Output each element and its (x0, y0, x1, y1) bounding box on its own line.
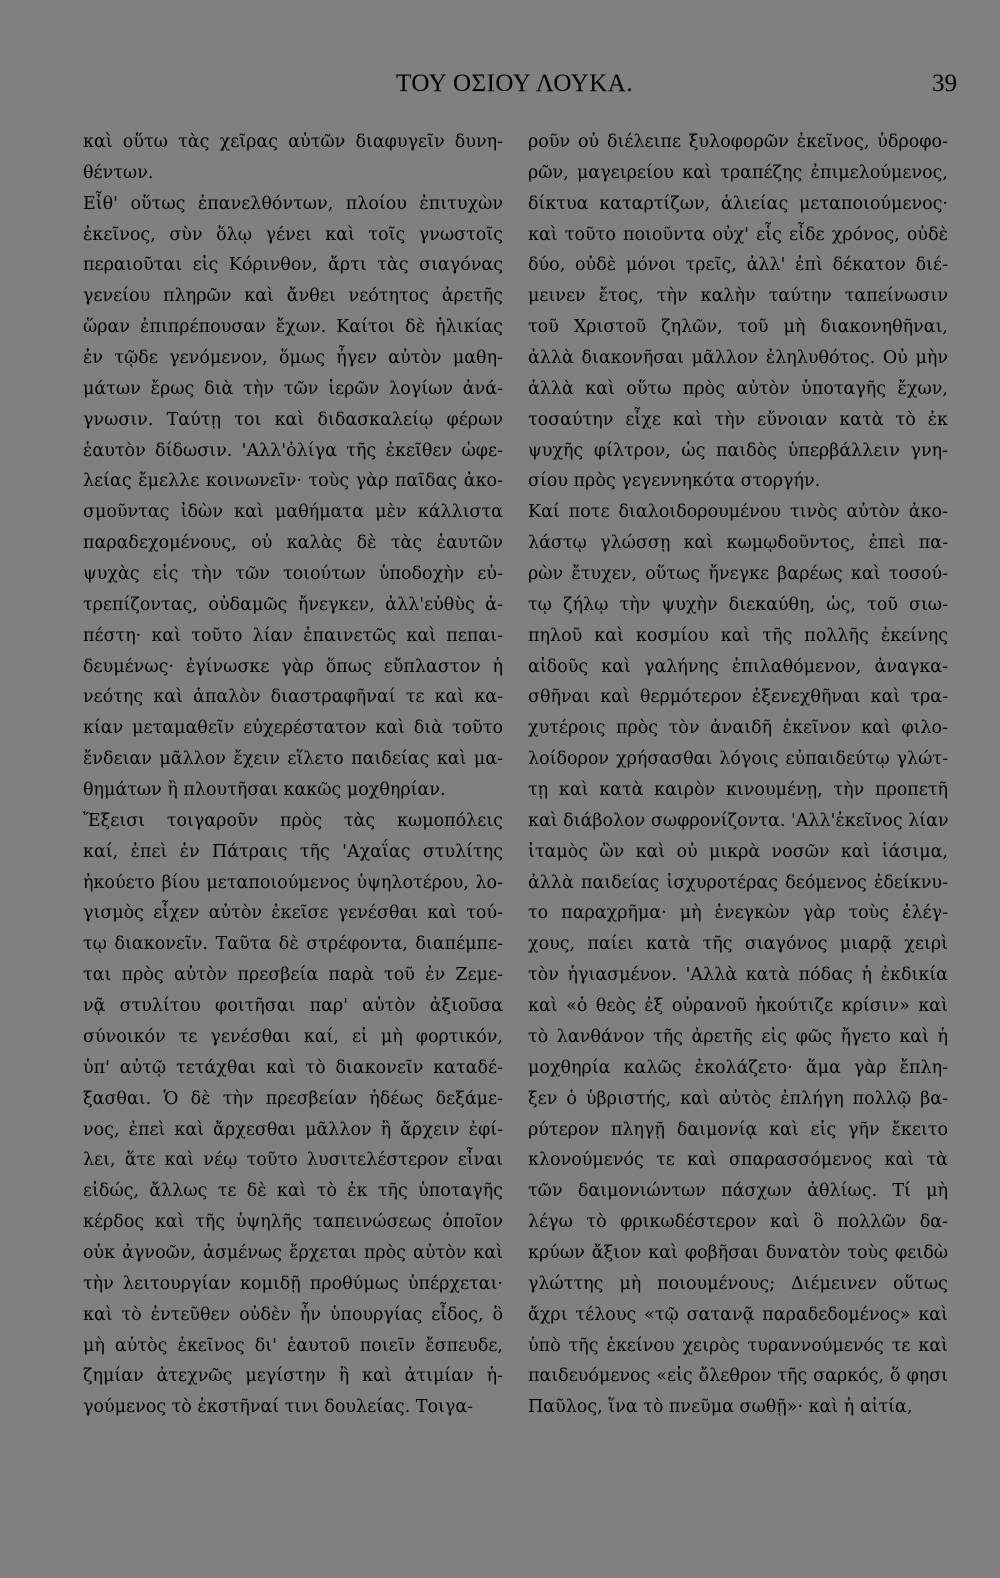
text-line: νος, ἐπεὶ καὶ ἄρχεσθαι μᾶλλον ἢ ἄρχειν ἐφί- (83, 1119, 503, 1140)
text-line: σύνοικόν τε γενέσθαι καί, εἰ μὴ φορτικόν, (83, 1026, 503, 1047)
text-line: νᾷ στυλίτου φοιτῆσαι παρ' αὐτὸν ἀξιοῦσα (83, 996, 503, 1017)
text-line: γνωσιν. Ταύτῃ τοι καὶ διδασκαλείῳ φέρων (83, 409, 503, 430)
text-line: τοῦ Χριστοῦ ζηλῶν, τοῦ μὴ διακονηθῆναι, (528, 317, 948, 338)
text-line: οὐκ ἀγνοῶν, ἀσμένως ἔρχεται πρὸς αὐτὸν καὶ (83, 1242, 503, 1263)
text-line: χυτέροις πρὸς τὸν ἀναιδῆ ἐκεῖνον καὶ φιλο- (528, 718, 948, 739)
text-line: ψυχῆς φίλτρον, ὡς παιδὸς ὑπερβάλλειν γνη- (528, 440, 948, 461)
text-line: τῶν δαιμονιώντων πάσχων ἀθλίως. Τί μὴ (528, 1181, 948, 1202)
text-line: τὸν ἡγιασμένον. 'Αλλὰ κατὰ πόδας ἡ ἐκδικία (528, 965, 948, 986)
text-line: καί, ἐπεὶ ἐν Πάτραις τῆς 'Αχαΐας στυλίτης (83, 841, 503, 862)
text-line: Παῦλος, ἵνα τὸ πνεῦμα σωθῇ»· καὶ ἡ αἰτία, (528, 1397, 913, 1418)
text-line: νεότης καὶ ἁπαλὸν διαστραφῆναί τε καὶ κα- (83, 687, 503, 708)
text-line: το παραχρῆμα· μὴ ἐνεγκὼν γὰρ τοὺς ἐλέγ- (528, 903, 948, 924)
text-line: τῃ καὶ κατὰ καιρὸν κινουμένῃ, τὴν προπετῆ (528, 780, 948, 801)
text-line: Ἔξεισι τοιγαροῦν πρὸς τὰς κωμοπόλεις (83, 810, 503, 831)
page-header (0, 70, 1000, 110)
text-line: ἄχρι τέλους «τῷ σατανᾷ παραδεδομένος» καὶ (528, 1304, 948, 1325)
text-line: ψυχὰς εἰς τὴν τῶν τοιούτων ὑποδοχὴν εὐ- (83, 564, 503, 585)
text-line: σμοῦντας ἰδὼν καὶ μαθήματα μὲν κάλλιστα (83, 502, 503, 523)
text-line: δευμένως· ἐγίνωσκε γὰρ ὅπως εὔπλαστον ἡ (83, 656, 503, 677)
text-line: τρεπίζοντας, οὐδαμῶς ἤνεγκεν, ἀλλ'εὐθὺς ἀ- (83, 594, 503, 615)
text-line: ἀλλὰ διακονῆσαι μᾶλλον ἐληλυθότος. Οὐ μὴν (528, 348, 948, 369)
text-line: θέντων. (83, 162, 154, 183)
text-line: γενείου πληρῶν καὶ ἄνθει νεότητος ἀρετῆς (83, 286, 503, 307)
text-line: κέρδος καὶ τῆς ὑψηλῆς ταπεινώσεως ὁποῖον (83, 1212, 503, 1233)
text-line: Καί ποτε διαλοιδορουμένου τινὸς αὐτὸν ἀκο- (528, 502, 948, 523)
text-line: καὶ οὕτω τὰς χεῖρας αὐτῶν διαφυγεῖν δυνη- (83, 132, 503, 152)
text-line: αἰδοῦς καὶ γαλήνης ἐπιλαθόμενον, ἀναγκα- (528, 656, 948, 677)
page-number: 39 (932, 70, 957, 97)
text-line: ρὼν ἔτυχεν, οὕτως ἤνεγκε βαρέως καὶ τοσού- (528, 564, 948, 585)
text-line: λέγω τὸ φρικωδέστερον καὶ ὃ πολλῶν δα- (528, 1212, 948, 1233)
text-line: μοχθηρία καλῶς ἐκολάζετο· ἅμα γὰρ ἔπλη- (528, 1057, 948, 1078)
text-line: κρύων ἄξιον καὶ φοβῆσαι δυνατὸν τοὺς φειδὼ (528, 1242, 948, 1263)
text-line: δύο, οὐδὲ μόνοι τρεῖς, ἀλλ' ἐπὶ δέκατον διέ- (528, 255, 948, 276)
text-line: ξασθαι. Ὁ δὲ τὴν πρεσβείαν ἡδέως δεξάμε- (83, 1088, 503, 1109)
text-line: ἐν τῷδε γενόμενον, ὅμως ἦγεν αὐτὸν μαθη- (83, 348, 503, 369)
left-text-column (83, 127, 503, 1423)
text-line: μάτων ἔρως διὰ τὴν τῶν ἱερῶν λογίων ἀνά- (83, 378, 503, 399)
text-line: ἰταμὸς ὢν καὶ οὐ μικρὰ νοσῶν καὶ ἰάσιμα, (528, 841, 948, 862)
text-line: μεινεν ἔτος, τὴν καλὴν ταύτην ταπείνωσιν (528, 286, 948, 307)
text-line: τὸ λανθάνον τῆς ἀρετῆς εἰς φῶς ἤγετο καὶ ἡ (528, 1026, 948, 1047)
text-line: ἠκούετο βίου μεταποιούμενος ὑψηλοτέρου, λο- (83, 872, 503, 893)
text-line: Εἶθ' οὕτως ἐπανελθόντων, πλοίου ἐπιτυχὼν (83, 193, 503, 214)
text-line: καὶ τὸ ἐντεῦθεν οὐδὲν ἦν ὑπουργίας εἶδος, ὃ (83, 1304, 503, 1325)
text-line: περαιοῦται εἰς Κόρινθον, ἄρτι τὰς σιαγόνας (83, 255, 503, 276)
text-line: ὥραν ἐπιπρέπουσαν ἔχων. Καίτοι δὲ ἡλικίας (83, 317, 503, 338)
text-line: ὑπ' αὐτῷ τετάχθαι καὶ τὸ διακονεῖν καταδέ- (83, 1057, 503, 1078)
text-line: γλώττης μὴ ποιουμένους; Διέμεινεν οὕτως (528, 1273, 948, 1294)
text-line: λείας ἔμελλε κοινωνεῖν· τοὺς γὰρ παῖδας ἀκο- (83, 471, 503, 492)
text-line: ἑαυτὸν δίδωσιν. 'Αλλ'ὀλίγα τῆς ἐκεῖθεν ὠφε- (83, 440, 503, 461)
text-line: λάστῳ γλώσσῃ καὶ κωμῳδοῦντος, ἐπεὶ πα- (528, 533, 948, 554)
text-line: ρῶν, μαγειρείου καὶ τραπέζης ἐπιμελούμενος, (528, 162, 948, 183)
text-line: παραδεχομένους, οὐ καλὰς δὲ τὰς ἑαυτῶν (83, 533, 503, 554)
text-line: πέστη· καὶ τοῦτο λίαν ἐπαινετῶς καὶ πεπαι- (83, 625, 503, 646)
text-line: σθῆναι καὶ θερμότερον ἐξενεχθῆναι καὶ τρα- (528, 687, 948, 708)
text-line: λοίδορον χρήσασθαι λόγοις εὐπαιδεύτῳ γλώτ- (528, 749, 948, 770)
text-line: πηλοῦ καὶ κοσμίου καὶ τῆς πολλῆς ἐκείνης (528, 625, 948, 646)
text-line: γούμενος τὸ ἐκστῆναί τινι δουλείας. Τοιγα- (83, 1397, 474, 1418)
text-line: ροῦν οὐ διέλειπε ξυλοφορῶν ἐκεῖνος, ὑδροφο- (528, 132, 948, 152)
text-line: παιδευόμενος «εἰς ὄλεθρον τῆς σαρκός, ὅ φησι (528, 1366, 948, 1387)
right-text-column (528, 127, 948, 1423)
text-line: σίου πρὸς γεγεννηκότα στοργήν. (528, 471, 821, 492)
text-line: τοσαύτην εἶχε καὶ τὴν εὔνοιαν κατὰ τὸ ἐκ (528, 409, 948, 430)
text-line: ἐκεῖνος, σὺν ὅλῳ γένει καὶ τοῖς γνωστοῖς (83, 224, 503, 245)
text-line: τῳ διακονεῖν. Ταῦτα δὲ στρέφοντα, διαπέμπε- (83, 934, 503, 955)
text-line: ρύτερον πληγῇ δαιμονίᾳ καὶ εἰς γῆν ἔκειτο (528, 1119, 948, 1140)
text-line: θημάτων ἢ πλουτῆσαι κακῶς μοχθηρίαν. (83, 780, 446, 801)
text-line: μὴ αὐτὸς ἐκεῖνος δι' ἑαυτοῦ ποιεῖν ἔσπευδε, (83, 1335, 503, 1356)
text-line: καὶ τοῦτο ποιοῦντα οὐχ' εἷς εἶδε χρόνος, οὐδὲ (528, 224, 948, 245)
text-line: ὑπὸ τῆς ἐκείνου χειρὸς τυραννούμενός τε καὶ (528, 1335, 948, 1356)
text-line: εἰδώς, ἄλλως τε δὲ καὶ τὸ ἐκ τῆς ὑποταγῆς (83, 1181, 503, 1202)
text-line: χους, παίει κατὰ τῆς σιαγόνος μιαρᾷ χειρὶ (528, 934, 948, 955)
text-line: δίκτυα καταρτίζων, ἁλιείας μεταποιούμενος· (528, 193, 948, 214)
text-line: ται πρὸς αὐτὸν πρεσβεία παρὰ τοῦ ἐν Ζεμε- (83, 965, 503, 986)
text-line: ἀλλὰ παιδείας ἰσχυροτέρας δεόμενος ἐδείκνυ- (528, 872, 948, 893)
text-line: ἀλλὰ καὶ οὕτω πρὸς αὐτὸν ὑποταγῆς ἔχων, (528, 378, 948, 399)
text-line: καὶ διάβολον σωφρονίζοντα. 'Αλλ'ἐκεῖνος λίαν (528, 810, 949, 831)
text-line: λει, ἅτε καὶ νέῳ τοῦτο λυσιτελέστερον εἶναι (83, 1150, 503, 1171)
text-line: κλονούμενός τε καὶ σπαρασσόμενος καὶ τὰ (528, 1150, 948, 1171)
text-line: ξεν ὁ ὑβριστής, καὶ αὐτὸς ἐπλήγη πολλῷ βα- (528, 1088, 948, 1109)
running-title: ΤΟΥ ΟΣΙΟΥ ΛΟΥΚΑ. (396, 70, 634, 97)
text-line: κίαν μεταμαθεῖν εὐχερέστατον καὶ διὰ τοῦτο (83, 718, 503, 739)
text-line: τὴν λειτουργίαν κομιδῇ προθύμως ὑπέρχεται· (83, 1273, 503, 1294)
text-line: ζημίαν ἀτεχνῶς μεγίστην ἢ καὶ ἀτιμίαν ἡ- (83, 1366, 503, 1387)
text-line: γισμὸς εἶχεν αὐτὸν ἐκεῖσε γενέσθαι καὶ τού- (83, 903, 503, 924)
text-line: ἔνδειαν μᾶλλον ἔχειν εἵλετο παιδείας καὶ μα- (83, 749, 503, 770)
text-line: τῳ ζήλῳ τὴν ψυχὴν διεκαύθη, ὡς, τοῦ σιω- (528, 594, 948, 615)
text-line: καὶ «ὁ θεὸς ἐξ οὐρανοῦ ἠκούτιζε κρίσιν» καὶ (528, 996, 948, 1017)
